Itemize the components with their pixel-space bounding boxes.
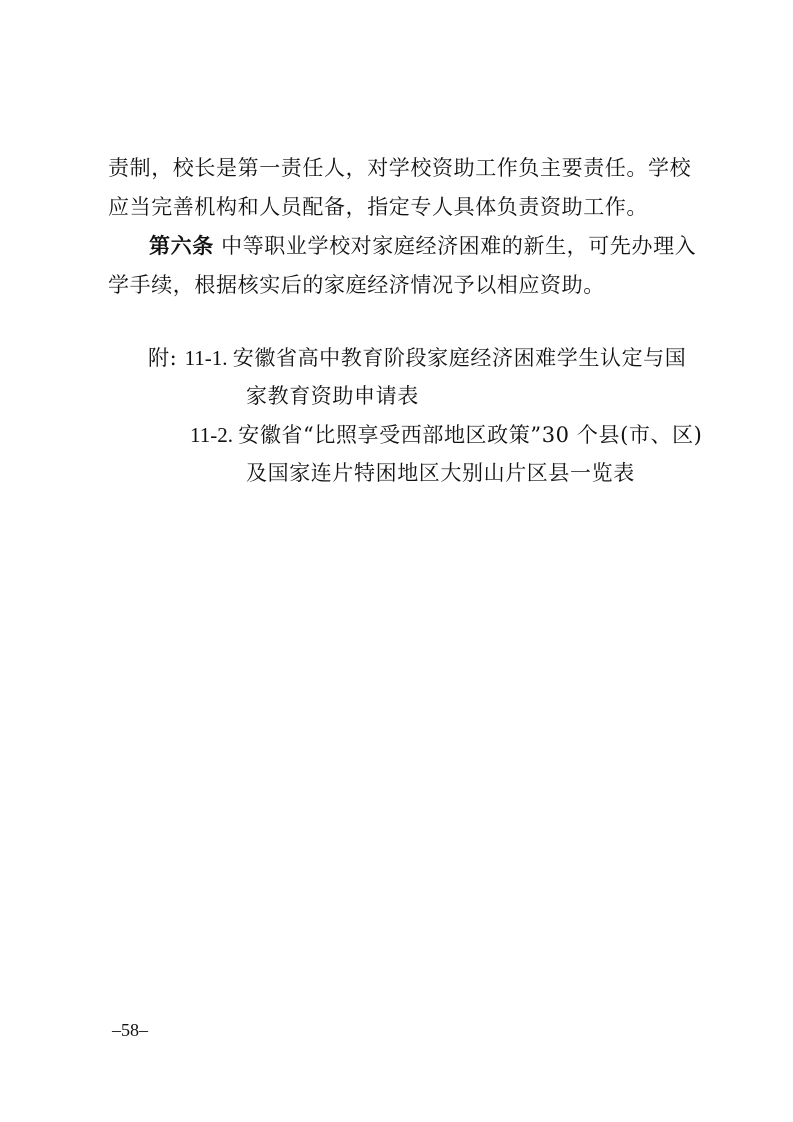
attachment-2 xyxy=(190,420,702,450)
attachment-1-title-1: 安徽省高中教育阶段家庭经济困难学生认定与国 xyxy=(232,346,687,370)
article-6-line-1 xyxy=(149,231,696,261)
article-6-heading: 第六条 xyxy=(149,234,214,258)
attachment-prefix: 附: xyxy=(148,346,185,370)
attachment-2-title-2: 及国家连片特困地区大别山片区县一览表 xyxy=(246,461,635,485)
body-line-2: 应当完善机构和人员配备，指定专人具体负责资助工作。 xyxy=(108,195,648,219)
attachment-2-title-1: 安徽省“比照享受西部地区政策”30 个县(市、区) xyxy=(238,423,703,447)
body-line-1: 责制，校长是第一责任人，对学校资助工作负主要责任。学校 xyxy=(108,156,692,180)
article-6-text-1: 中等职业学校对家庭经济困难的新生，可先办理入 xyxy=(213,234,697,258)
attachment-2-number: 11-2. xyxy=(190,423,239,447)
attachment-1 xyxy=(148,343,686,373)
page-number: –58– xyxy=(112,1020,148,1040)
attachment-1-number: 11-1. xyxy=(184,346,233,370)
attachment-1-title-2: 家教育资助申请表 xyxy=(246,384,419,408)
article-6-line-2: 学手续，根据核实后的家庭经济情况予以相应资助。 xyxy=(108,273,605,297)
